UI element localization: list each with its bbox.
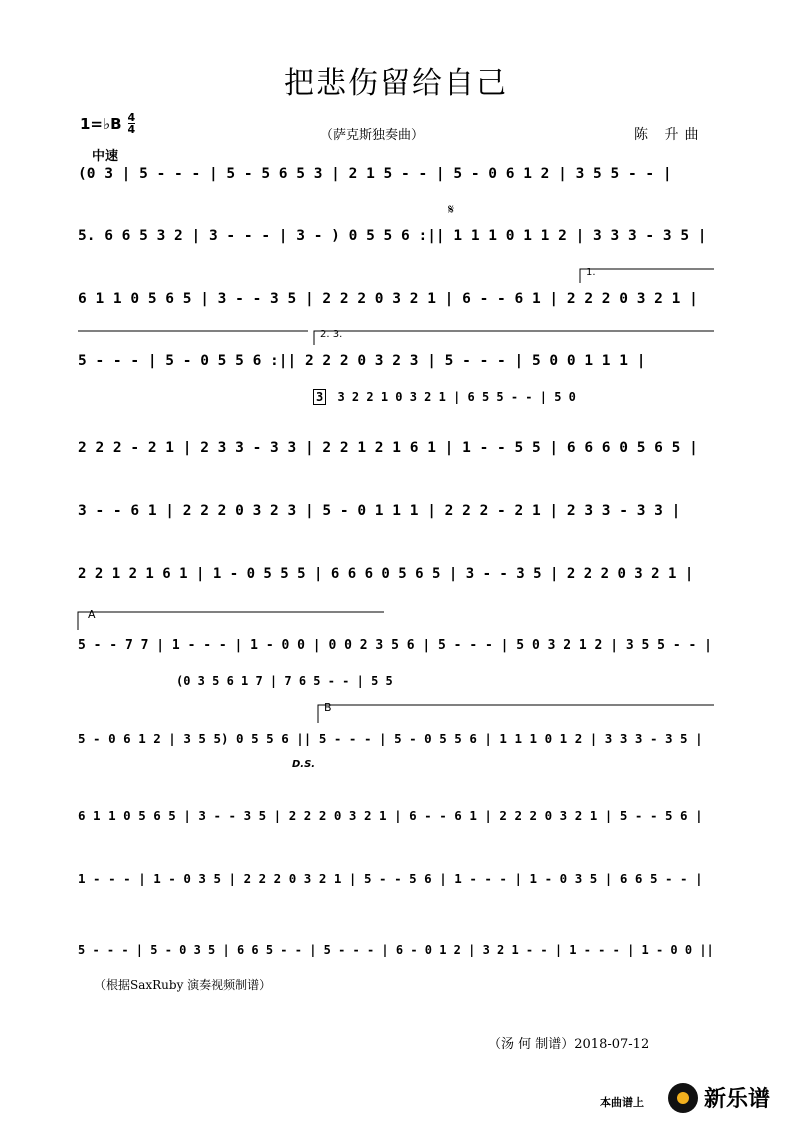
time-signature [128, 112, 136, 135]
section-b-label: B [324, 701, 332, 714]
key-signature [80, 112, 135, 135]
section-a-label: A [88, 608, 96, 621]
notation-line: 5 - - - | 5 - 0 5 5 6 :|| 2 2 2 0 3 2 3 | 5 - - - | 5 0 0 1 1 1 | [78, 353, 646, 369]
notation-line: 6 1 1 0 5 6 5 | 3 - - 3 5 | 2 2 2 0 3 2 1 | 6 - - 6 1 | 2 2 2 0 3 2 1 | [78, 291, 698, 307]
source-note: （根据SaxRuby 演奏视频制谱） [94, 978, 272, 992]
notation-line: 3 - - 6 1 | 2 2 2 0 3 2 3 | 5 - 0 1 1 1 | 2 2 2 - 2 1 | 2 3 3 - 3 3 | [78, 503, 681, 519]
volta-1-label: 1. [586, 267, 596, 278]
third-ending-line [313, 390, 576, 404]
ossia-line: (0 3 5 6 1 7 | 7 6 5 - - | 5 5 [176, 674, 393, 688]
volta-3-box: 3 [313, 389, 326, 405]
volta-23-label: 2. 3. [320, 329, 343, 340]
score-row [78, 202, 714, 260]
key-label: 1=♭B [80, 114, 122, 133]
notation-line: 2 2 2 - 2 1 | 2 3 3 - 3 3 | 2 2 1 2 1 6 1 | 1 - - 5 5 | 6 6 6 0 5 6 5 | [78, 440, 698, 456]
score-row [78, 800, 714, 840]
notation-line: (0 3 | 5 - - - | 5 - 5 6 5 3 | 2 1 5 - - | 5 - 0 6 1 2 | 3 5 5 - - | [78, 166, 672, 182]
score-row [78, 158, 714, 198]
brand-name: 新乐谱 [704, 1087, 771, 1112]
ds-marking: D.S. [292, 759, 316, 770]
time-top: 4 [127, 111, 136, 124]
third-ending-notes: 3 2 2 1 0 3 2 1 | 6 5 5 - - | 5 0 [337, 390, 576, 404]
notation-line: 5. 6 6 5 3 2 | 3 - - - | 3 - ) 0 5 5 6 :|| 1 1 1 0 1 1 2 | 3 3 3 - 3 5 | [78, 228, 707, 244]
subtitle: （萨克斯独奏曲） [320, 128, 425, 143]
notation-line: 5 - 0 6 1 2 | 3 5 5) 0 5 5 6 || 5 - - - | 5 - 0 5 5 6 | 1 1 1 0 1 2 | 3 3 3 - 3 5 | [78, 731, 703, 746]
tempo-marking: 中速 [92, 149, 119, 164]
brand-prefix: 本曲谱上 [600, 1096, 644, 1109]
time-bottom: 4 [127, 123, 136, 136]
transcriber-credit: （汤 何 制谱）2018-07-12 [488, 1037, 650, 1052]
brand-logo [668, 1082, 770, 1113]
segno-sign: 𝄋 [448, 202, 455, 218]
score-row [78, 608, 714, 670]
notation-line: 1 - - - | 1 - 0 3 5 | 2 2 2 0 3 2 1 | 5 - - 5 6 | 1 - - - | 1 - 0 3 5 | 6 6 5 - - | [78, 871, 703, 886]
score-row [78, 329, 714, 385]
composer: 陈 升曲 [634, 127, 705, 143]
score-row [78, 863, 714, 903]
page-title: 把悲伤留给自己 [284, 66, 508, 101]
score-row [78, 432, 714, 472]
score-row [78, 935, 714, 975]
notation-line: 2 2 1 2 1 6 1 | 1 - 0 5 5 5 | 6 6 6 0 5 6 5 | 3 - - 3 5 | 2 2 2 0 3 2 1 | [78, 566, 694, 582]
score-row [78, 267, 714, 323]
score-row [78, 495, 714, 535]
record-icon [668, 1083, 698, 1113]
score-row [78, 701, 714, 770]
notation-line: 5 - - 7 7 | 1 - - - | 1 - 0 0 | 0 0 2 3 5 6 | 5 - - - | 5 0 3 2 1 2 | 3 5 5 - - | [78, 638, 712, 653]
notation-line: 6 1 1 0 5 6 5 | 3 - - 3 5 | 2 2 2 0 3 2 1 | 6 - - 6 1 | 2 2 2 0 3 2 1 | 5 - - 5 6 | [78, 808, 703, 823]
score-row [78, 558, 714, 598]
notation-line: 5 - - - | 5 - 0 3 5 | 6 6 5 - - | 5 - - - | 6 - 0 1 2 | 3 2 1 - - | 1 - - - | 1 - 0 0 || [78, 943, 714, 957]
